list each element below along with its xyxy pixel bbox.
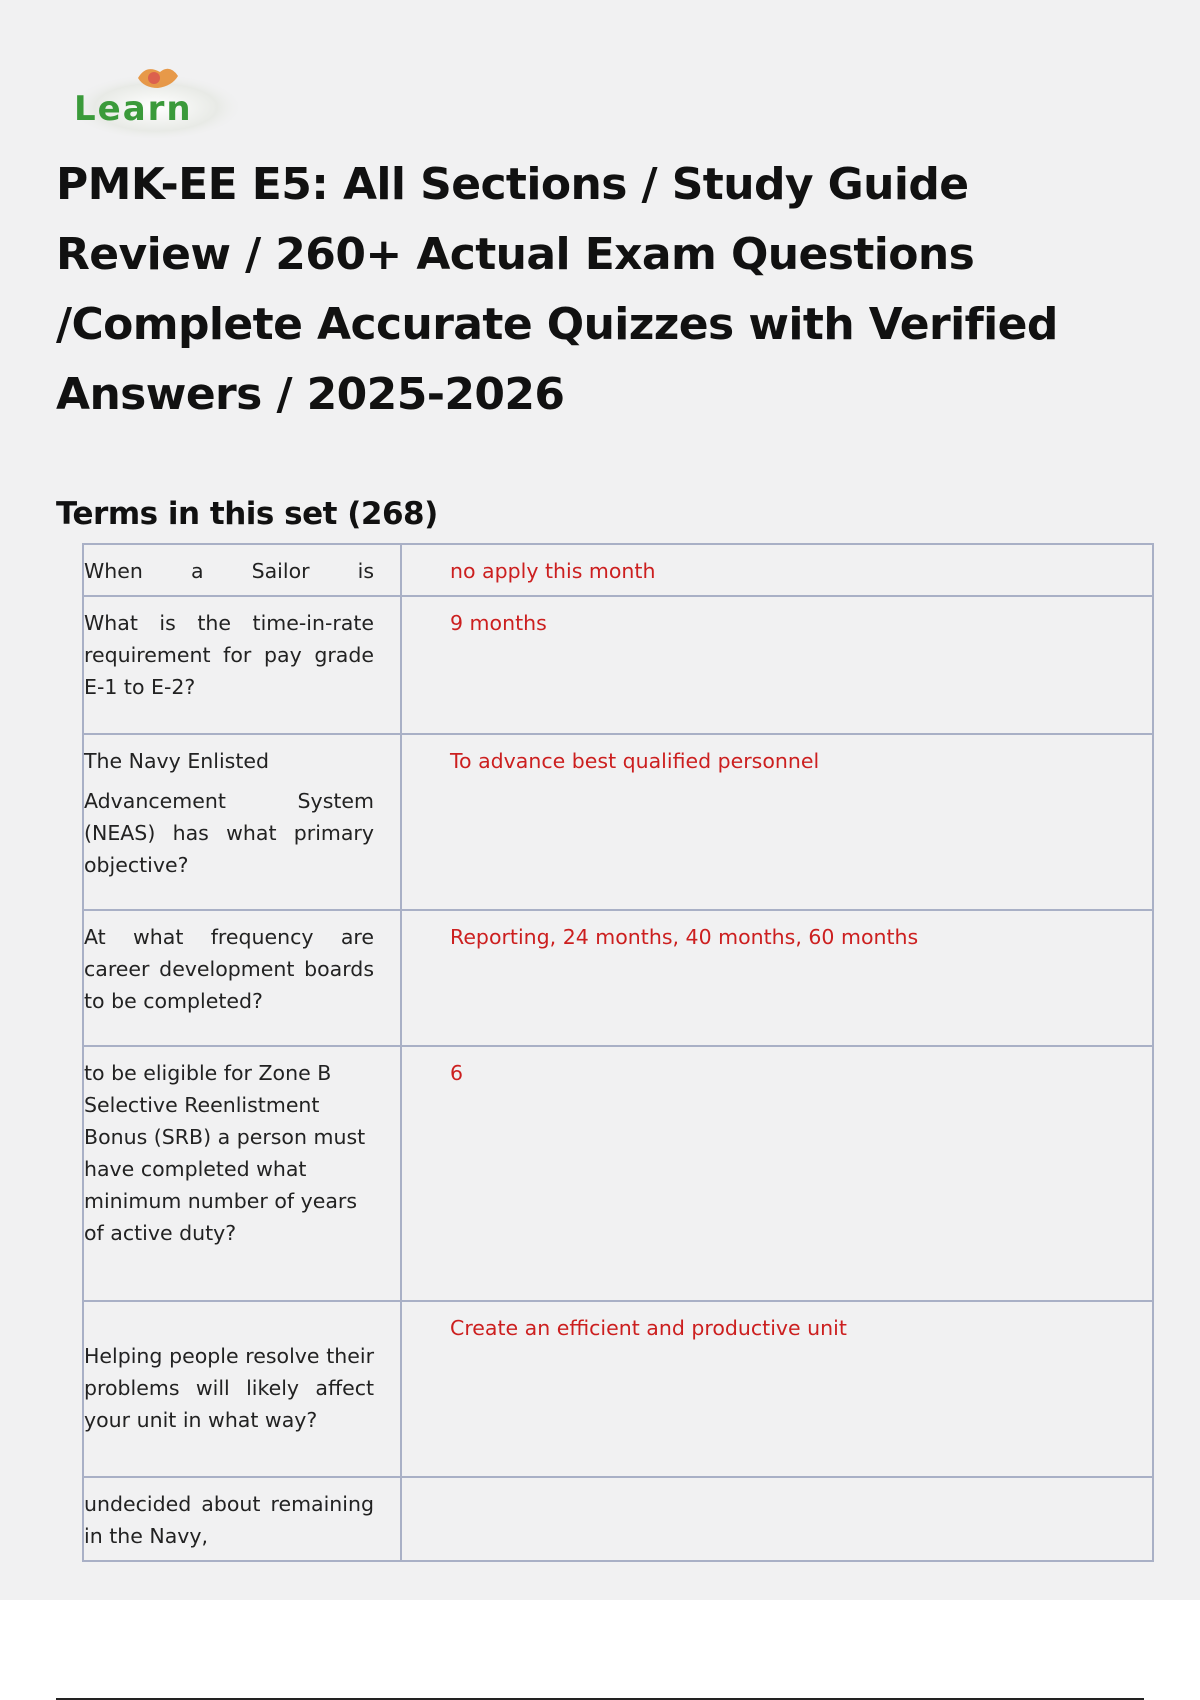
card-term: At what frequency are career development boards to be completed? <box>83 910 401 1046</box>
card-definition: To advance best qualified personnel <box>401 734 1153 910</box>
card-term <box>83 734 401 910</box>
card-definition: 6 <box>401 1046 1153 1301</box>
card-term: When a Sailor is <box>83 544 401 596</box>
card-term: undecided about remaining in the Navy, <box>83 1477 401 1561</box>
card-term: What is the time-in-rate requirement for pay grade E-1 to E-2? <box>83 596 401 734</box>
flashcard-table <box>82 543 1154 1562</box>
card-definition: 9 months <box>401 596 1153 734</box>
card-term-line: The Navy Enlisted <box>84 749 270 773</box>
terms-count-heading: Terms in this set (268) <box>56 496 438 532</box>
table-row <box>83 1477 1153 1561</box>
page-title: PMK-EE E5: All Sections / Study Guide Review / 260+ Actual Exam Questions /Complete Accurate Quizzes with Verified Answers / 2025-2026 <box>56 159 1058 420</box>
table-row <box>83 910 1153 1046</box>
card-definition: no apply this month <box>401 544 1153 596</box>
table-row <box>83 1301 1153 1477</box>
card-term: to be eligible for Zone B Selective Reenlistment Bonus (SRB) a person must have completed what minimum number of years of active duty? <box>83 1046 401 1301</box>
card-term: Helping people resolve their problems will likely affect your unit in what way? <box>83 1301 401 1477</box>
table-row <box>83 1046 1153 1301</box>
card-definition: Create an efficient and productive unit <box>401 1301 1153 1477</box>
table-row <box>83 544 1153 596</box>
card-definition <box>401 1477 1153 1561</box>
learn-logo <box>68 62 248 140</box>
card-definition: Reporting, 24 months, 40 months, 60 months <box>401 910 1153 1046</box>
card-term-line: Advancement System (NEAS) has what primary objective? <box>84 789 374 877</box>
table-row <box>83 734 1153 910</box>
table-row <box>83 596 1153 734</box>
svg-text:Learn: Learn <box>74 89 193 129</box>
